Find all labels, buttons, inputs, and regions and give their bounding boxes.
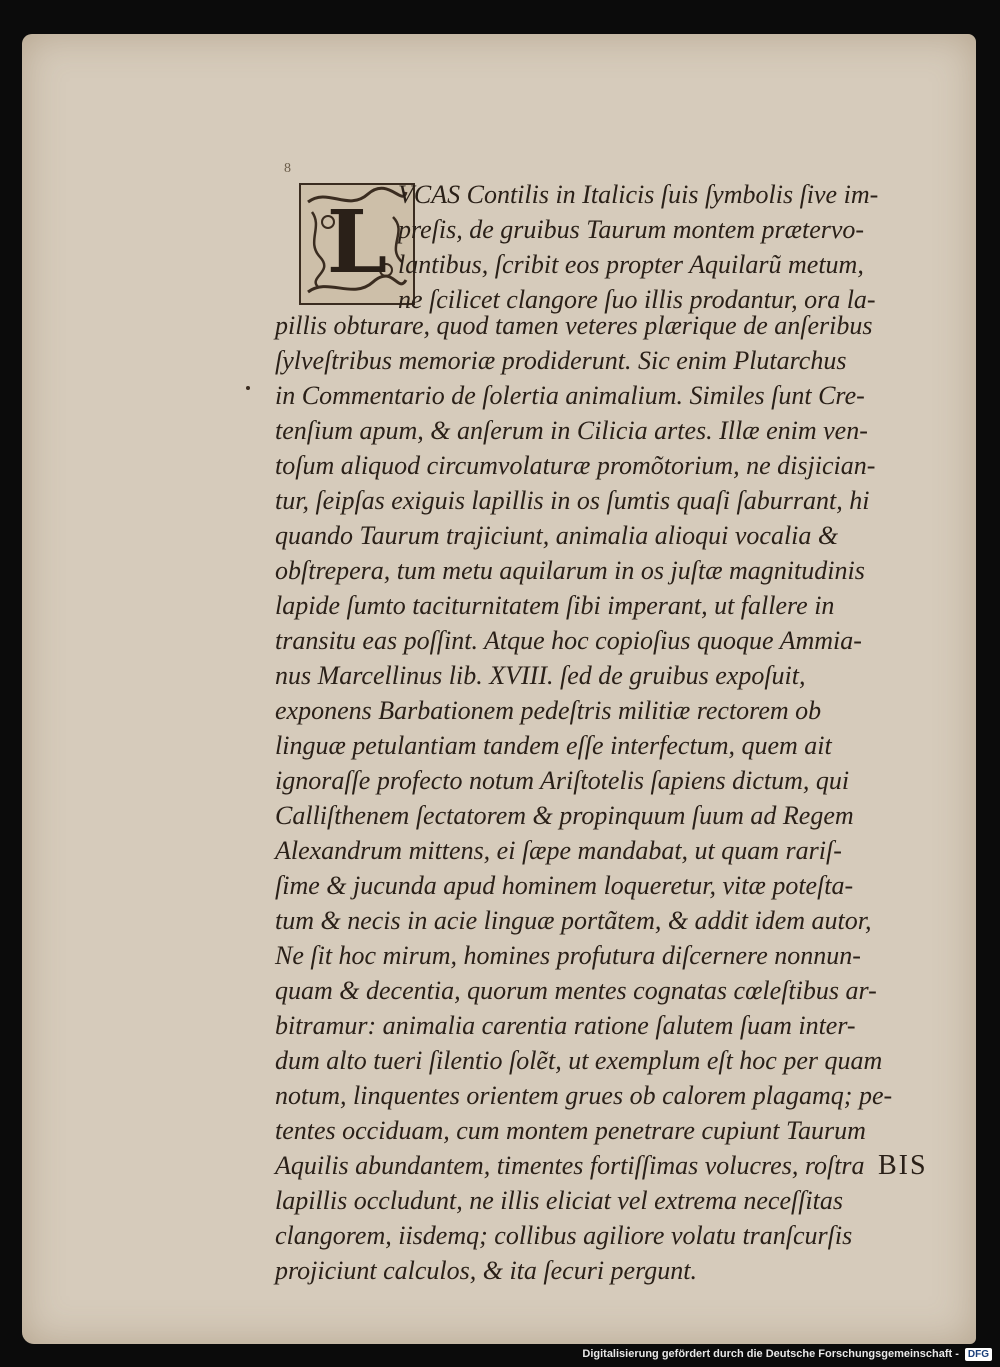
ink-speck xyxy=(246,386,250,390)
text-line: Ne ſit hoc mirum, homines profutura diſcernere nonnun- xyxy=(275,941,861,970)
text-line: exponens Barbationem pedeſtris militiæ rectorem ob xyxy=(275,696,822,725)
text-line: dum alto tueri ſilentio ſolẽt, ut exemplum eſt hoc per quam xyxy=(275,1046,883,1075)
text-line: linguæ petulantiam tandem eſſe interfectum, quem ait xyxy=(275,731,832,760)
text-line: tenſium apum, & anſerum in Cilicia artes. Illæ enim ven- xyxy=(275,416,868,445)
text-line: ignoraſſe profecto notum Ariſtotelis ſapiens dictum, qui xyxy=(275,766,850,795)
text-line: clangorem, iisdemq; collibus agiliore volatu tranſcurſis xyxy=(275,1221,853,1250)
catchword: BIS xyxy=(878,1150,928,1181)
digitization-footer xyxy=(582,1345,992,1363)
text-line: lapide ſumto taciturnitatem ſibi imperant, ut fallere in xyxy=(275,591,835,620)
text-line: ſime & jucunda apud hominem loqueretur, vitæ poteſta- xyxy=(275,871,854,900)
text-line: quando Taurum trajiciunt, animalia alioqui vocalia & xyxy=(275,521,839,550)
text-line: Alexandrum mittens, ei ſæpe mandabat, ut quam rariſ- xyxy=(275,836,842,865)
text-line: bitramur: animalia carentia ratione ſalutem ſuam inter- xyxy=(275,1011,856,1040)
page-mark: 8 xyxy=(284,161,291,176)
footer-credit: Digitalisierung gefördert durch die Deutsche Forschungsgemeinschaft - xyxy=(582,1348,959,1360)
text-line: VCAS Contilis in Italicis ſuis ſymbolis ſive im- xyxy=(398,180,879,209)
text-line: in Commentario de ſolertia animalium. Similes ſunt Cre- xyxy=(275,381,865,410)
text-line: nus Marcellinus lib. XVIII. ſed de gruibus expoſuit, xyxy=(275,661,806,690)
text-line: lapillis occludunt, ne illis eliciat vel extrema neceſſitas xyxy=(275,1186,844,1215)
text-line: tentes occiduam, cum montem penetrare cupiunt Taurum xyxy=(275,1116,866,1145)
text-line: tum & necis in acie linguæ portãtem, & addit idem autor, xyxy=(275,906,872,935)
text-line: notum, linquentes orientem grues ob calorem plagamq; pe- xyxy=(275,1081,893,1110)
text-line: transitu eas poſſint. Atque hoc copioſius quoque Ammia- xyxy=(275,626,862,655)
text-line: toſum aliquod circumvolaturæ promõtorium, ne disjician- xyxy=(275,451,876,480)
text-line: Calliſthenem ſectatorem & propinquum ſuum ad Regem xyxy=(275,801,854,830)
text-line: tur, ſeipſas exiguis lapillis in os ſumtis quaſi ſaburrant, hi xyxy=(275,486,870,515)
text-line: pillis obturare, quod tamen veteres plærique de anſeribus xyxy=(275,311,873,340)
text-line: ſylveſtribus memoriæ prodiderunt. Sic enim Plutarchus xyxy=(275,346,847,375)
text-line: quam & decentia, quorum mentes cognatas cœleſtibus ar- xyxy=(275,976,877,1005)
dfg-logo-icon[interactable]: DFG xyxy=(965,1348,992,1361)
text-line: Aquilis abundantem, timentes fortiſſimas volucres, roſtra xyxy=(275,1151,865,1180)
text-line: lantibus, ſcribit eos propter Aquilarũ metum, xyxy=(398,250,864,279)
drop-cap-letter: L xyxy=(326,192,388,293)
text-line: preſis, de gruibus Taurum montem prætervo- xyxy=(398,215,865,244)
text-line: obſtrepera, tum metu aquilarum in os juſtæ magnitudinis xyxy=(275,556,865,585)
book-page xyxy=(22,34,976,1344)
text-line: ne ſcilicet clangore ſuo illis prodantur, ora la- xyxy=(398,285,876,314)
text-line: projiciunt calculos, & ita ſecuri pergunt. xyxy=(275,1256,697,1285)
